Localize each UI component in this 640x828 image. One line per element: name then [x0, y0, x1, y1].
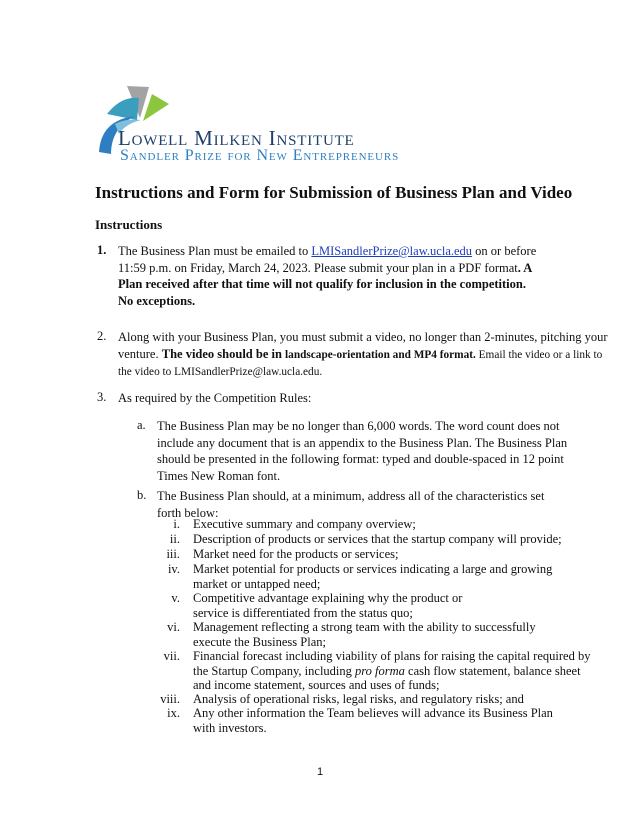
submission-email-link[interactable]: LMISandlerPrize@law.ucla.edu	[311, 244, 473, 258]
page-number: 1	[316, 766, 324, 778]
list-item-text: Any other information the Team believes will advance its Business Plan with investors.	[193, 706, 553, 735]
item-3a-label: a.	[137, 418, 146, 432]
list-item-text: Management reflecting a strong team with the ability to successfully execute the Business Plan;	[193, 620, 536, 649]
list-item-text-part: Financial forecast including viability of plans for raising the capital required by the Startup Company, including	[193, 649, 591, 678]
logo-green-petal	[143, 94, 169, 121]
list-item-number: viii.	[160, 692, 180, 706]
list-item-number: iii.	[166, 547, 180, 561]
item-2-paragraph	[118, 329, 618, 381]
list-item-number: v.	[171, 591, 180, 605]
item-1-paragraph	[118, 243, 538, 309]
item-1-deadline-text: 11:59 p.m. on Friday, March 24, 2023. Please submit your plan in a PDF format	[118, 260, 518, 275]
instructions-heading: Instructions	[95, 217, 163, 232]
list-item-number: i.	[173, 517, 180, 531]
item-3-number: 3.	[97, 390, 107, 404]
list-item-text-part: cash flow statement, balance sheet and income statement, sources and uses of funds;	[193, 663, 581, 692]
item-3-text: As required by the Competition Rules:	[118, 391, 312, 405]
item-1-number: 1.	[97, 243, 107, 257]
list-item-text: Analysis of operational risks, legal risks, and regulatory risks; and	[193, 692, 524, 706]
list-item-number: vii.	[163, 649, 180, 663]
item-3b-text: The Business Plan should, at a minimum, address all of the characteristics set forth below:	[157, 489, 545, 520]
list-item-text	[193, 649, 593, 693]
list-item-text: Competitive advantage explaining why the product or service is differentiated from the status quo;	[193, 591, 463, 620]
logo-prize-name: Sandler Prize for New Entrepreneurs	[120, 147, 400, 164]
item-1-deadline-warning: . A Plan received after that time will not qualify for inclusion in the competition. No exceptions.	[118, 260, 532, 308]
item-2-text: Along with your Business Plan, you must submit a video, no longer than 2-minutes, pitching your venture.	[118, 330, 608, 361]
list-item-text: Market potential for products or services indicating a large and growing market or untapped need;	[193, 562, 553, 591]
list-item-number: ix.	[167, 706, 180, 720]
list-item-number: iv.	[167, 562, 180, 576]
logo-institute-name: Lowell Milken Institute	[118, 126, 355, 150]
logo-teal-petal	[107, 98, 139, 120]
document-title: Instructions and Form for Submission of Business Plan and Video	[95, 183, 573, 202]
list-item-number: ii.	[169, 532, 180, 546]
item-2-video-email-note: Email the video or a link to the video to LMISandlerPrize@law.ucla.edu.	[118, 348, 603, 378]
item-2-video-requirement: The video should be in	[161, 346, 286, 361]
list-item-text: Executive summary and company overview;	[193, 517, 416, 531]
item-1-text-start: The Business Plan must be emailed to	[118, 244, 312, 258]
item-3b-label: b.	[137, 488, 147, 502]
item-2-number: 2.	[97, 329, 107, 343]
list-item-text: Description of products or services that the startup company will provide;	[193, 532, 562, 546]
list-item-text: Market need for the products or services;	[193, 547, 399, 561]
list-item-number: vi.	[167, 620, 180, 634]
item-2-video-format: landscape-orientation and MP4 format.	[285, 348, 476, 361]
item-1-text-after-link: on or before	[472, 244, 537, 258]
item-3a-text: The Business Plan may be no longer than 6,000 words. The word count does not include any document that is an appendix to the Business Plan. The Business Plan should be presented in the following format: typed and double-spaced in 12 point Times New Roman font.	[157, 419, 568, 483]
list-item-italic-term: pro forma	[355, 663, 405, 678]
